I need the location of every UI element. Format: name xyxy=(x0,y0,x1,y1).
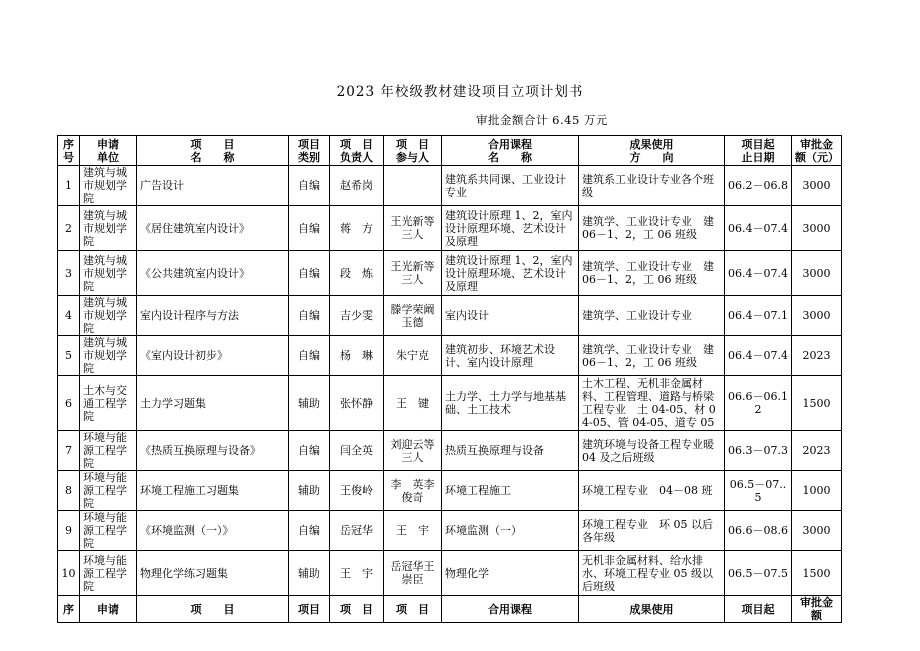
cell-leader: 杨 琳 xyxy=(330,336,384,376)
cell-unit: 土木与交通工程学院 xyxy=(80,376,137,431)
cell-amount: 3000 xyxy=(792,206,842,251)
cell-seq: 7 xyxy=(58,431,80,471)
cell-members: 朱宁克 xyxy=(384,336,442,376)
cell-date: 06.5－07..5 xyxy=(725,471,792,511)
cell-name: 《室内设计初步》 xyxy=(137,336,289,376)
table-row xyxy=(58,511,842,551)
cell-leader: 蒋 方 xyxy=(330,206,384,251)
header-leader: 项 目 负责人 xyxy=(330,136,384,166)
header-date: 项目起 止日期 xyxy=(725,136,792,166)
table-row xyxy=(58,336,842,376)
footer-header-cell: 项 目 xyxy=(137,596,289,623)
cell-unit: 建筑与城市规划学院 xyxy=(80,296,137,336)
cell-course: 建筑设计原理 1、2，室内设计原理环境、艺术设计及原理 xyxy=(442,206,579,251)
cell-result: 建筑环境与设备工程专业暖 04 及之后班级 xyxy=(579,431,725,471)
cell-members: 李 英李俊奇 xyxy=(384,471,442,511)
cell-seq: 1 xyxy=(58,166,80,206)
cell-amount: 1500 xyxy=(792,551,842,596)
cell-leader: 赵希岗 xyxy=(330,166,384,206)
cell-members: 岳冠华王崇臣 xyxy=(384,551,442,596)
cell-result: 建筑学、工业设计专业 xyxy=(579,296,725,336)
cell-seq: 8 xyxy=(58,471,80,511)
cell-date: 06.6－08.6 xyxy=(725,511,792,551)
footer-header-cell: 成果使用 xyxy=(579,596,725,623)
table-row xyxy=(58,166,842,206)
repeated-header-row xyxy=(58,596,842,623)
cell-unit: 环境与能源工程学院 xyxy=(80,431,137,471)
header-course: 合用课程 名 称 xyxy=(442,136,579,166)
cell-course: 建筑系共同课、工业设计专业 xyxy=(442,166,579,206)
cell-name: 《热质互换原理与设备》 xyxy=(137,431,289,471)
document-title: 2023 年校级教材建设项目立项计划书 xyxy=(336,84,584,100)
cell-unit: 建筑与城市规划学院 xyxy=(80,166,137,206)
cell-date: 06.5－07.5 xyxy=(725,551,792,596)
cell-leader: 王俊岭 xyxy=(330,471,384,511)
cell-seq: 4 xyxy=(58,296,80,336)
cell-amount: 2023 xyxy=(792,336,842,376)
cell-seq: 6 xyxy=(58,376,80,431)
cell-seq: 5 xyxy=(58,336,80,376)
footer-header-cell: 项目起 xyxy=(725,596,792,623)
cell-result: 建筑系工业设计专业各个班级 xyxy=(579,166,725,206)
cell-unit: 建筑与城市规划学院 xyxy=(80,336,137,376)
cell-course: 热质互换原理与设备 xyxy=(442,431,579,471)
cell-leader: 王 宇 xyxy=(330,551,384,596)
cell-course: 建筑设计原理 1、2，室内设计原理环境、艺术设计及原理 xyxy=(442,251,579,296)
footer-header-cell: 合用课程 xyxy=(442,596,579,623)
cell-type: 自编 xyxy=(289,296,330,336)
cell-date: 06.4－07.4 xyxy=(725,251,792,296)
cell-date: 06.6－06.12 xyxy=(725,376,792,431)
cell-type: 辅助 xyxy=(289,471,330,511)
cell-amount: 3000 xyxy=(792,296,842,336)
cell-amount: 3000 xyxy=(792,251,842,296)
cell-members: 刘迎云等三人 xyxy=(384,431,442,471)
cell-leader: 段 炼 xyxy=(330,251,384,296)
cell-amount: 3000 xyxy=(792,511,842,551)
cell-date: 06.4－07.1 xyxy=(725,296,792,336)
cell-course: 环境监测（一） xyxy=(442,511,579,551)
cell-name: 《环境监测（一）》 xyxy=(137,511,289,551)
cell-amount: 3000 xyxy=(792,166,842,206)
cell-course: 室内设计 xyxy=(442,296,579,336)
cell-members: 王 宇 xyxy=(384,511,442,551)
cell-unit: 环境与能源工程学院 xyxy=(80,511,137,551)
cell-date: 06.4－07.4 xyxy=(725,206,792,251)
footer-header-cell: 项目 xyxy=(289,596,330,623)
cell-unit: 建筑与城市规划学院 xyxy=(80,251,137,296)
header-unit: 申请 单位 xyxy=(80,136,137,166)
header-seq: 序 号 xyxy=(58,136,80,166)
cell-amount: 2023 xyxy=(792,431,842,471)
cell-result: 建筑学、工业设计专业 建 06－1、2，工 06 班级 xyxy=(579,206,725,251)
table-row xyxy=(58,206,842,251)
header-row xyxy=(58,136,842,166)
cell-type: 自编 xyxy=(289,336,330,376)
cell-name: 广告设计 xyxy=(137,166,289,206)
cell-unit: 环境与能源工程学院 xyxy=(80,551,137,596)
cell-result: 建筑学、工业设计专业 建 06－1、2，工 06 班级 xyxy=(579,251,725,296)
cell-date: 06.3－07.3 xyxy=(725,431,792,471)
cell-seq: 3 xyxy=(58,251,80,296)
cell-leader: 岳冠华 xyxy=(330,511,384,551)
cell-type: 自编 xyxy=(289,511,330,551)
cell-seq: 9 xyxy=(58,511,80,551)
cell-leader: 张怀静 xyxy=(330,376,384,431)
cell-members xyxy=(384,166,442,206)
header-type: 项目 类别 xyxy=(289,136,330,166)
cell-type: 自编 xyxy=(289,431,330,471)
header-result: 成果使用 方 向 xyxy=(579,136,725,166)
cell-name: 土力学习题集 xyxy=(137,376,289,431)
cell-name: 《居住建筑室内设计》 xyxy=(137,206,289,251)
cell-members: 王光新等三人 xyxy=(384,251,442,296)
cell-course: 物理化学 xyxy=(442,551,579,596)
table-row xyxy=(58,376,842,431)
cell-name: 物理化学练习题集 xyxy=(137,551,289,596)
cell-result: 环境工程专业 04－08 班 xyxy=(579,471,725,511)
cell-course: 建筑初步、环境艺术设计、室内设计原理 xyxy=(442,336,579,376)
cell-course: 环境工程施工 xyxy=(442,471,579,511)
header-name: 项 目 名 称 xyxy=(137,136,289,166)
cell-members: 滕学荣阚玉德 xyxy=(384,296,442,336)
footer-header-cell: 序 xyxy=(58,596,80,623)
footer-header-cell: 申请 xyxy=(80,596,137,623)
cell-leader: 闫全英 xyxy=(330,431,384,471)
table-row xyxy=(58,471,842,511)
cell-leader: 吉少雯 xyxy=(330,296,384,336)
cell-result: 无机非金属材料、给水排水、环境工程专业 05 级以后班级 xyxy=(579,551,725,596)
project-table xyxy=(57,135,842,623)
cell-members: 王光新等三人 xyxy=(384,206,442,251)
cell-unit: 环境与能源工程学院 xyxy=(80,471,137,511)
footer-header-cell: 审批金额 xyxy=(792,596,842,623)
cell-type: 自编 xyxy=(289,206,330,251)
cell-type: 辅助 xyxy=(289,376,330,431)
cell-result: 土木工程、无机非金属材料、工程管理、道路与桥梁工程专业 土 04-05、材 04-05、管 04-05、道专 05 xyxy=(579,376,725,431)
cell-name: 《公共建筑室内设计》 xyxy=(137,251,289,296)
cell-members: 王 键 xyxy=(384,376,442,431)
cell-course: 土力学、土力学与地基基础、土工技术 xyxy=(442,376,579,431)
cell-seq: 10 xyxy=(58,551,80,596)
table-row xyxy=(58,251,842,296)
cell-date: 06.4－07.4 xyxy=(725,336,792,376)
cell-unit: 建筑与城市规划学院 xyxy=(80,206,137,251)
table-row xyxy=(58,551,842,596)
cell-name: 环境工程施工习题集 xyxy=(137,471,289,511)
cell-amount: 1500 xyxy=(792,376,842,431)
cell-type: 辅助 xyxy=(289,551,330,596)
table-row xyxy=(58,296,842,336)
header-members: 项 目 参与人 xyxy=(384,136,442,166)
cell-result: 建筑学、工业设计专业 建 06－1、2，工 06 班级 xyxy=(579,336,725,376)
cell-name: 室内设计程序与方法 xyxy=(137,296,289,336)
cell-type: 自编 xyxy=(289,251,330,296)
cell-date: 06.2－06.8 xyxy=(725,166,792,206)
table-row xyxy=(58,431,842,471)
footer-header-cell: 项 目 xyxy=(384,596,442,623)
cell-amount: 1000 xyxy=(792,471,842,511)
cell-type: 自编 xyxy=(289,166,330,206)
cell-result: 环境工程专业 环 05 以后各年级 xyxy=(579,511,725,551)
footer-header-cell: 项 目 xyxy=(330,596,384,623)
header-amount: 审批金 额（元） xyxy=(792,136,842,166)
cell-seq: 2 xyxy=(58,206,80,251)
approved-total: 审批金额合计 6.45 万元 xyxy=(476,113,608,127)
